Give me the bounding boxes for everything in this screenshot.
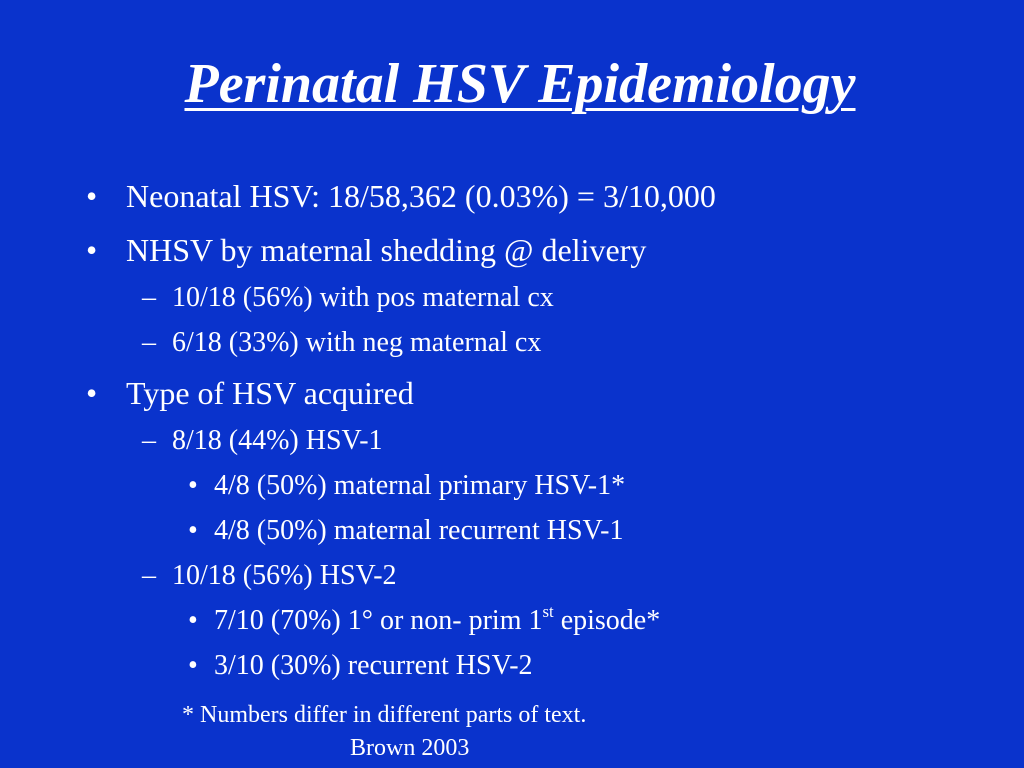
subsubbullet-text: 4/8 (50%) maternal recurrent HSV-1 — [214, 515, 624, 546]
text-part: episode* — [553, 605, 661, 636]
subsubbullet-text: 3/10 (30%) recurrent HSV-2 — [214, 650, 533, 681]
superscript: st — [542, 601, 554, 621]
bullet-marker: • — [86, 178, 98, 214]
dash-marker: – — [142, 425, 156, 456]
bullet-text: Neonatal HSV: 18/58,362 (0.03%) = 3/10,000 — [126, 178, 716, 214]
subbullet-text: 10/18 (56%) with pos maternal cx — [172, 282, 554, 313]
subsubbullet-text — [214, 601, 661, 638]
slide-title: Perinatal HSV Epidemiology — [184, 53, 856, 115]
subbullet-text: 8/18 (44%) HSV-1 — [172, 425, 383, 456]
bullet-marker: • — [188, 515, 198, 546]
bullet-marker: • — [86, 232, 98, 268]
bullet-marker: • — [188, 470, 198, 501]
bullet-text: NHSV by maternal shedding @ delivery — [126, 232, 647, 268]
text-part: 7/10 (70%) 1° or non- prim 1 — [214, 605, 543, 636]
dash-marker: – — [142, 560, 156, 591]
subbullet-text: 6/18 (33%) with neg maternal cx — [172, 327, 542, 358]
dash-marker: – — [142, 282, 156, 313]
source-citation: Brown 2003 — [350, 735, 470, 761]
bullet-marker: • — [188, 605, 198, 636]
bullet-marker: • — [188, 650, 198, 681]
bullet-marker: • — [86, 375, 98, 411]
subsubbullet-text: 4/8 (50%) maternal primary HSV-1* — [214, 470, 626, 501]
dash-marker: – — [142, 327, 156, 358]
footnote: * Numbers differ in different parts of text. — [182, 702, 587, 728]
subbullet-text: 10/18 (56%) HSV-2 — [172, 560, 397, 591]
bullet-text: Type of HSV acquired — [126, 375, 414, 411]
